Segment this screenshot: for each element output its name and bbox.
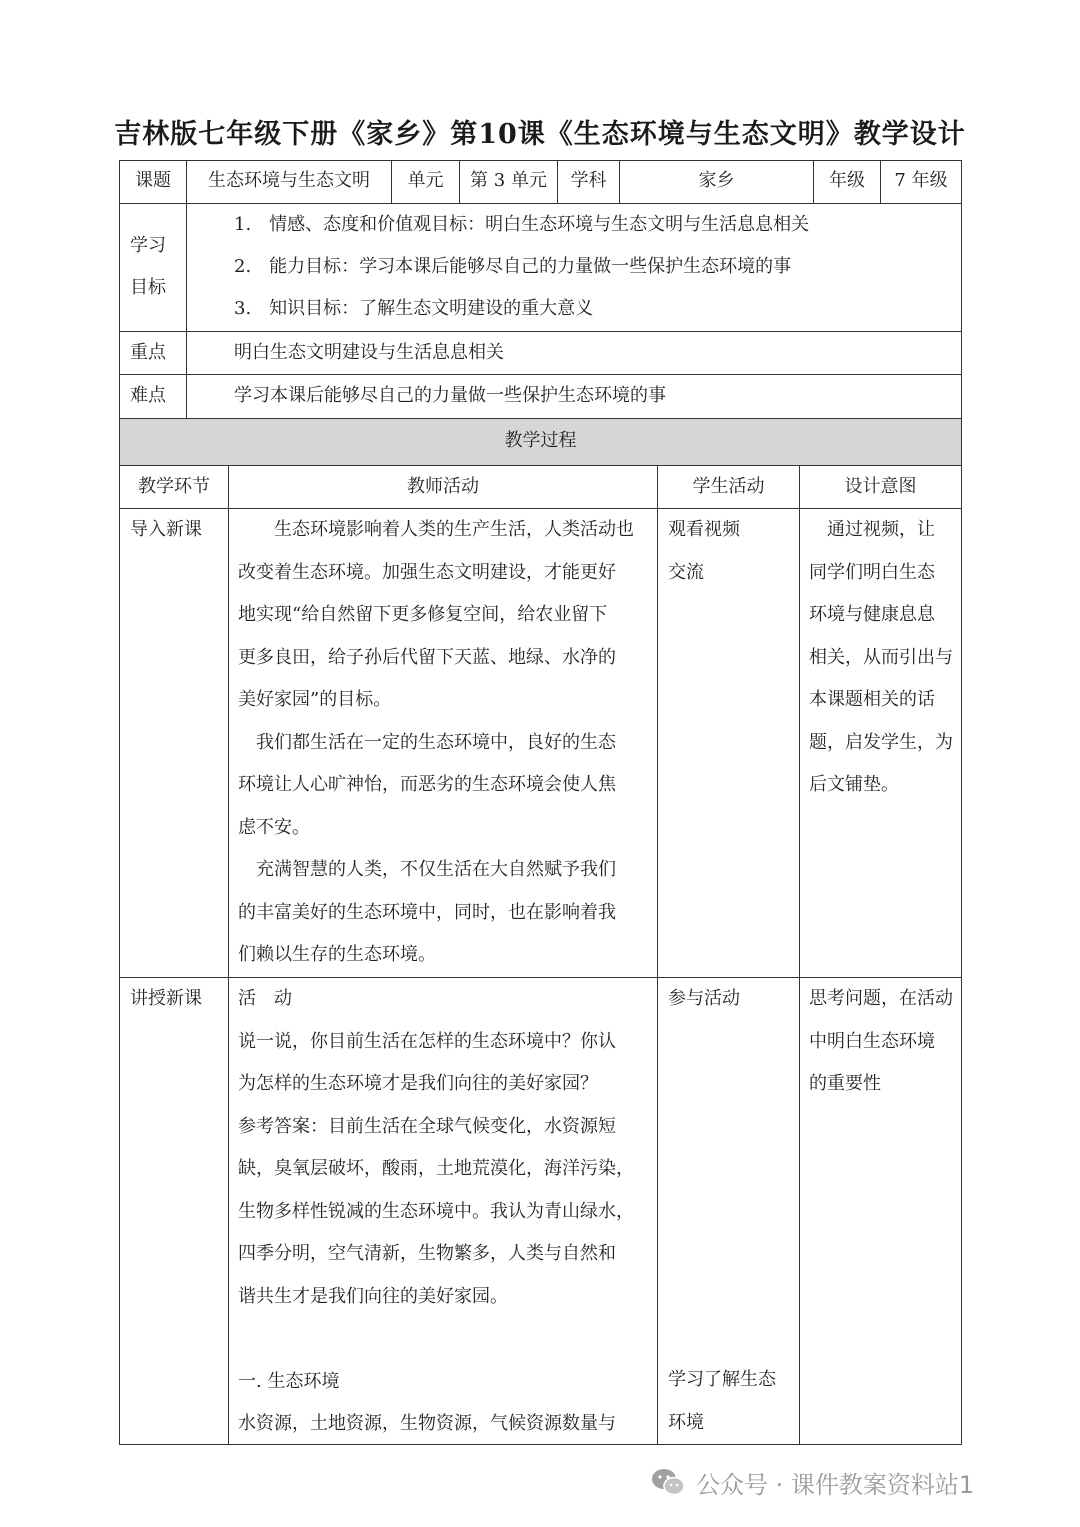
teacher-line: 生物多样性锐减的生态环境中。我认为青山绿水， xyxy=(238,1200,634,1222)
grade-label: 年级 xyxy=(829,170,865,191)
watermark-text: 公众号 · 课件教案资料站1 xyxy=(696,1470,975,1499)
student-line: 环境 xyxy=(668,1411,704,1433)
student-line: 交流 xyxy=(668,561,704,583)
teacher-line-blank xyxy=(238,1318,634,1361)
goals-label-line1: 学习 xyxy=(130,235,166,256)
teacher-line: 地实现“给自然留下更多修复空间，给农业留下 xyxy=(238,604,608,625)
teacher-line: 我们都生活在一定的生态环境中，良好的生态 xyxy=(238,731,616,753)
intent-line: 本课题相关的话 xyxy=(809,689,935,710)
intent-line: 的重要性 xyxy=(809,1073,881,1094)
teacher-line: 活 动 xyxy=(238,988,292,1009)
teacher-line: 生态环境影响着人类的生产生活，人类活动也 xyxy=(238,519,634,540)
unit-value: 第 3 单元 xyxy=(470,170,547,191)
intent-line: 题，启发学生，为 xyxy=(809,731,953,753)
teacher-line: 四季分明，空气清新，生物繁多，人类与自然和 xyxy=(238,1243,616,1264)
section1-student-activity xyxy=(668,509,740,594)
teacher-line: 为怎样的生态环境才是我们向往的美好家园？ xyxy=(238,1073,598,1094)
watermark xyxy=(650,1462,974,1502)
column-header-student: 学生活动 xyxy=(692,476,765,497)
section2-design-intent xyxy=(809,978,953,1106)
unit-label: 单元 xyxy=(407,170,444,191)
difficulty-label: 难点 xyxy=(130,385,166,406)
key-point-label: 重点 xyxy=(130,342,166,363)
goal-item-1: 1. 情感、态度和价值观目标：明白生态环境与生态文明与生活息息相关 xyxy=(234,214,810,235)
teacher-line: 改变着生态环境。加强生态文明建设，才能更好 xyxy=(238,561,616,583)
grid-line xyxy=(186,203,187,418)
goals-label-line2: 目标 xyxy=(130,277,166,298)
section2-student-activity-a xyxy=(668,978,740,1021)
intent-line: 通过视频，让 xyxy=(809,519,935,540)
section2-student-activity-b xyxy=(668,1359,776,1444)
grade-value: 7 年级 xyxy=(894,170,948,191)
table-border-left xyxy=(119,160,120,1445)
teacher-line: 谐共生才是我们向往的美好家园。 xyxy=(238,1285,508,1307)
section2-teacher-activity xyxy=(238,978,634,1446)
column-header-teacher: 教师活动 xyxy=(407,476,479,497)
intent-line: 中明白生态环境 xyxy=(809,1030,935,1052)
intent-line: 环境与健康息息 xyxy=(809,604,935,625)
intent-line: 后文铺垫。 xyxy=(809,774,899,795)
section1-teacher-activity xyxy=(238,509,634,977)
teacher-line: 们赖以生存的生态环境。 xyxy=(238,944,436,965)
key-point-value: 明白生态文明建设与生活息息相关 xyxy=(234,342,504,363)
intent-line: 思考问题，在活动 xyxy=(809,988,953,1009)
teacher-line: 一. 生态环境 xyxy=(238,1370,340,1392)
column-header-stage: 教学环节 xyxy=(138,476,210,497)
wechat-icon xyxy=(650,1467,686,1497)
teacher-line: 缺，臭氧层破坏，酸雨，土地荒漠化，海洋污染， xyxy=(238,1158,634,1179)
teacher-line: 水资源，土地资源，生物资源，气候资源数量与 xyxy=(238,1413,616,1434)
grid-line xyxy=(799,465,800,1445)
teacher-line: 虑不安。 xyxy=(238,816,310,838)
topic-label: 课题 xyxy=(135,170,171,191)
column-header-intent: 设计意图 xyxy=(844,476,917,497)
goal-item-3: 3. 知识目标：了解生态文明建设的重大意义 xyxy=(234,298,594,319)
subject-value: 家乡 xyxy=(698,170,735,191)
section2-stage: 讲授新课 xyxy=(130,988,202,1009)
teacher-line: 参考答案：目前生活在全球气候变化，水资源短 xyxy=(238,1115,616,1137)
grid-line xyxy=(657,465,658,1445)
student-line: 学习了解生态 xyxy=(668,1369,776,1390)
intent-line: 同学们明白生态 xyxy=(809,561,935,583)
grid-line xyxy=(228,465,229,1445)
document-title: 吉林版七年级下册《家乡》第10课《生态环境与生态文明》教学设计 xyxy=(114,119,966,150)
intent-line: 相关，从而引出与 xyxy=(809,646,953,668)
teacher-line: 更多良田，给子孙后代留下天蓝、地绿、水净的 xyxy=(238,646,616,668)
teacher-line: 的丰富美好的生态环境中，同时，也在影响着我 xyxy=(238,901,616,923)
teacher-line: 说一说，你目前生活在怎样的生态环境中？你认 xyxy=(238,1030,616,1052)
topic-value: 生态环境与生态文明 xyxy=(208,170,370,191)
difficulty-value: 学习本课后能够尽自己的力量做一些保护生态环境的事 xyxy=(234,385,666,406)
teacher-line: 美好家园”的目标。 xyxy=(238,689,392,710)
teacher-line: 充满智慧的人类，不仅生活在大自然赋予我们 xyxy=(238,859,616,880)
subject-label: 学科 xyxy=(570,170,607,191)
section1-design-intent xyxy=(809,509,953,807)
goal-item-2: 2. 能力目标：学习本课后能够尽自己的力量做一些保护生态环境的事 xyxy=(234,256,792,277)
section1-stage: 导入新课 xyxy=(130,519,202,540)
table-border-right xyxy=(961,160,962,1445)
process-header: 教学过程 xyxy=(504,430,577,451)
student-line: 观看视频 xyxy=(668,519,740,540)
teacher-line: 环境让人心旷神怡，而恶劣的生态环境会使人焦 xyxy=(238,774,616,795)
student-line: 参与活动 xyxy=(668,988,740,1009)
